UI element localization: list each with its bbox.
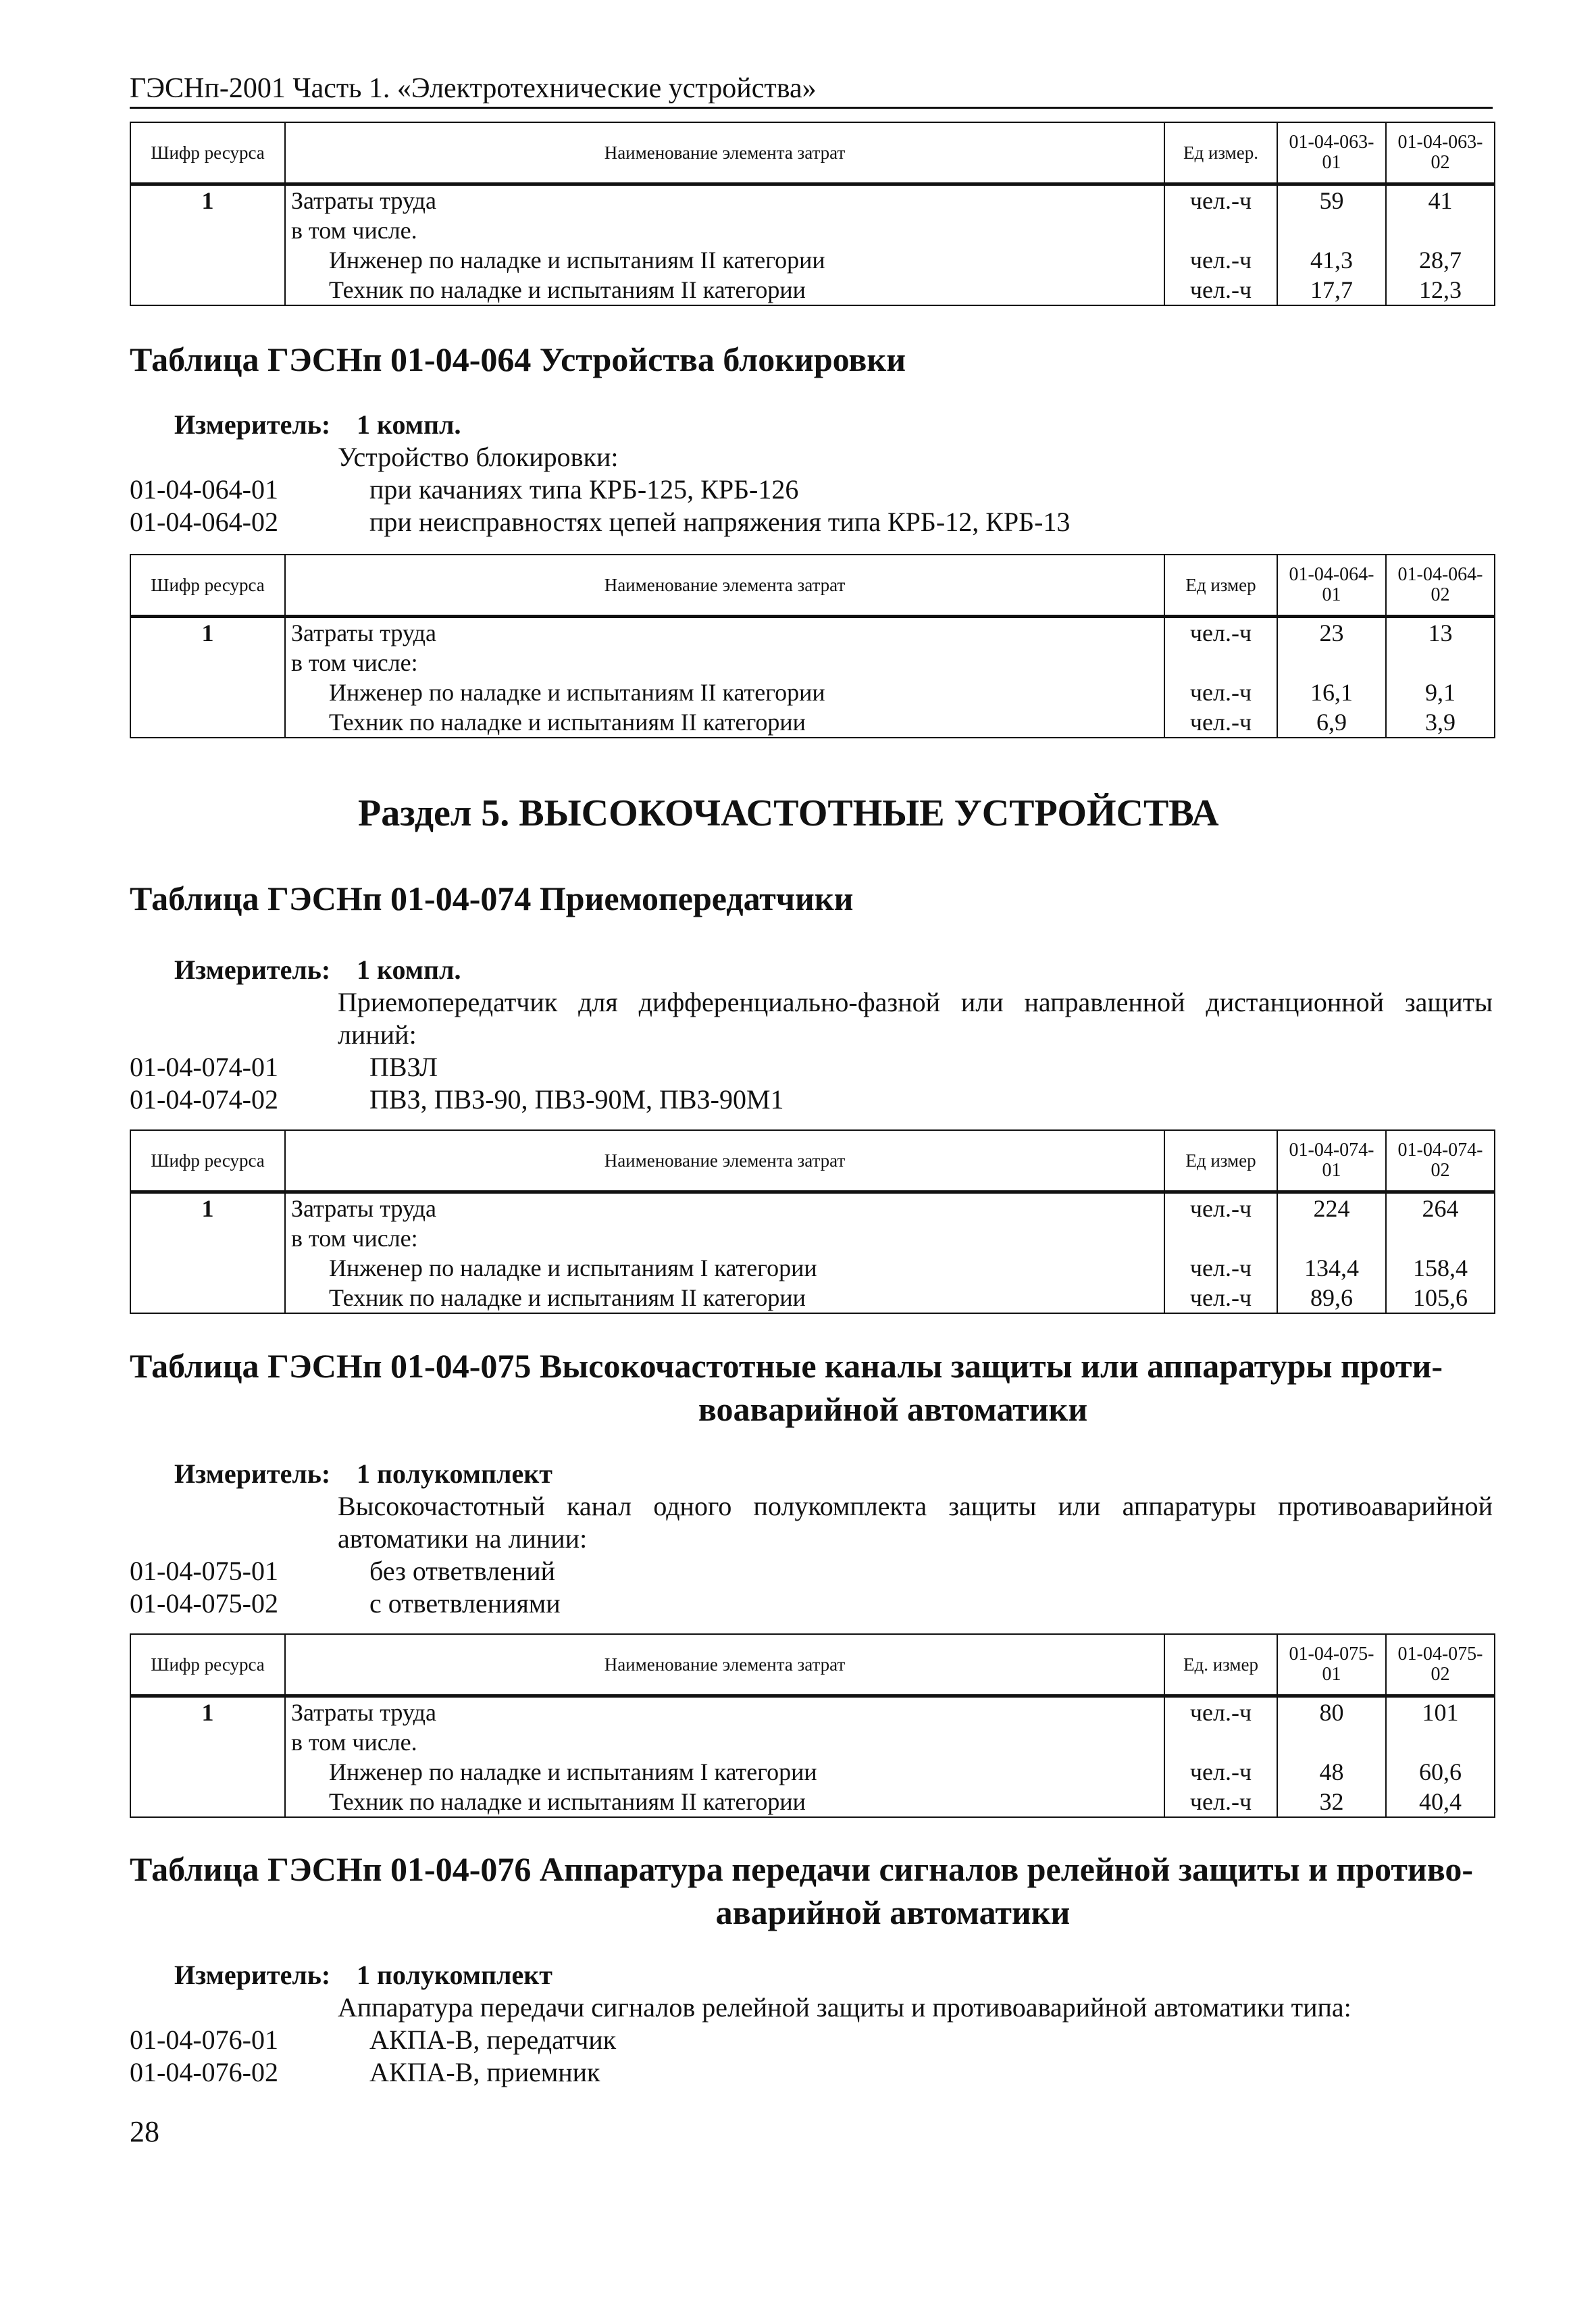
row-value-2: 264: [1422, 1195, 1459, 1222]
cell-code: 1: [130, 617, 285, 738]
item-code: 01-04-074-01: [130, 1052, 278, 1082]
cell-values-2: [1386, 617, 1495, 738]
meter-label: Измеритель:: [174, 955, 331, 985]
item-code: 01-04-064-02: [130, 507, 278, 537]
item-row: [130, 2024, 616, 2056]
row-unit: чел.-ч: [1189, 1699, 1252, 1726]
item-text: с ответвлениями: [369, 1588, 561, 1619]
row-name: Инженер по наладке и испытаниям II категории: [329, 679, 825, 706]
meter-075: [130, 1458, 552, 1490]
row-unit: [1170, 1223, 1271, 1253]
header-col-1: 01-04-075-01: [1277, 1634, 1386, 1696]
item-row: [130, 1051, 784, 1084]
row-value-1: 23: [1319, 619, 1344, 646]
meter-label: Измеритель:: [174, 1960, 331, 1990]
row-name: Затраты труда: [291, 1699, 436, 1726]
item-text: без ответвлений: [369, 1556, 555, 1586]
cell-values-1: [1277, 184, 1386, 306]
cost-table: [130, 1129, 1495, 1314]
header-unit: Ед измер: [1164, 555, 1277, 617]
item-text: при неисправностях цепей напряжения типа КРБ-12, КРБ-13: [369, 507, 1071, 537]
header-col-1: 01-04-063-01: [1277, 122, 1386, 184]
row-value-1: 89,6: [1310, 1284, 1353, 1311]
cell-names: [285, 617, 1164, 738]
items-075: [130, 1555, 561, 1620]
header-name: Наименование элемента затрат: [285, 1130, 1164, 1192]
item-code: 01-04-075-02: [130, 1588, 278, 1619]
row-value-1: 41,3: [1310, 247, 1353, 274]
cell-units: [1164, 1696, 1277, 1818]
row-name: Затраты труда: [291, 619, 436, 646]
meter-value: 1 компл.: [357, 955, 461, 985]
row-value-1: 32: [1319, 1788, 1344, 1815]
row-unit: чел.-ч: [1189, 1758, 1252, 1785]
table-row: [130, 617, 1495, 738]
header-name: Наименование элемента затрат: [285, 555, 1164, 617]
items-076: [130, 2024, 616, 2089]
header-name: Наименование элемента затрат: [285, 1634, 1164, 1696]
table-row: [130, 1192, 1495, 1314]
meter-076: [130, 1959, 552, 1991]
row-value-2: 60,6: [1419, 1758, 1462, 1785]
row-unit: чел.-ч: [1189, 1254, 1252, 1281]
meter-label: Измеритель:: [174, 1458, 331, 1489]
row-value-1: 224: [1313, 1195, 1350, 1222]
header-col-1: 01-04-074-01: [1277, 1130, 1386, 1192]
table-064: [130, 554, 1494, 738]
table-074-title: Таблица ГЭСНп 01-04-074 Приемопередатчики: [130, 880, 854, 917]
row-name: Инженер по наладке и испытаниям I категории: [329, 1254, 817, 1281]
table-076-title: [130, 1848, 1494, 1934]
row-value-2: 12,3: [1419, 276, 1462, 303]
row-unit: чел.-ч: [1189, 276, 1252, 303]
row-value-2: 101: [1422, 1699, 1459, 1726]
cell-units: [1164, 184, 1277, 306]
header-col-2: 01-04-075-02: [1386, 1634, 1495, 1696]
item-code: 01-04-074-02: [130, 1084, 278, 1115]
table-row: [130, 184, 1495, 306]
cell-values-2: [1386, 1696, 1495, 1818]
cost-table: [130, 554, 1495, 738]
header-col-2: 01-04-064-02: [1386, 555, 1495, 617]
cell-values-2: [1386, 184, 1495, 306]
item-text: ПВЗЛ: [369, 1052, 438, 1082]
cell-units: [1164, 1192, 1277, 1314]
row-value-2: 158,4: [1413, 1254, 1468, 1281]
row-value-1: 59: [1319, 187, 1344, 214]
header-code: Шифр ресурса: [130, 1130, 285, 1192]
row-unit: [1170, 215, 1271, 245]
desc-074: Приемопередатчик для дифференциально-фазной или направленной дистанционной защиты линий:: [338, 987, 1493, 1050]
header-unit: Ед измер.: [1164, 122, 1277, 184]
header-col-1: 01-04-064-01: [1277, 555, 1386, 617]
row-name: Затраты труда: [291, 187, 436, 214]
row-value-2: [1392, 1727, 1489, 1757]
item-row: [130, 1084, 784, 1116]
item-code: 01-04-075-01: [130, 1556, 278, 1586]
table-074: [130, 1129, 1494, 1314]
cost-table: [130, 1633, 1495, 1818]
row-name: Затраты труда: [291, 1195, 436, 1222]
item-code: 01-04-076-02: [130, 2057, 278, 2087]
row-value-1: [1283, 1223, 1380, 1253]
row-value-1: [1283, 648, 1380, 678]
row-unit: [1170, 1727, 1271, 1757]
row-value-2: 3,9: [1425, 709, 1456, 736]
row-value-2: [1392, 1223, 1489, 1253]
items-064: [130, 474, 1070, 538]
cell-values-1: [1277, 617, 1386, 738]
row-value-1: 17,7: [1310, 276, 1353, 303]
cell-code: 1: [130, 1192, 285, 1314]
header-col-2: 01-04-074-02: [1386, 1130, 1495, 1192]
section-title: Раздел 5. ВЫСОКОЧАСТОТНЫЕ УСТРОЙСТВА: [358, 792, 1219, 834]
desc-064: Устройство блокировки:: [338, 442, 619, 472]
row-value-1: 48: [1319, 1758, 1344, 1785]
row-value-2: 105,6: [1413, 1284, 1468, 1311]
meter-074: [130, 954, 461, 986]
row-value-1: 6,9: [1316, 709, 1347, 736]
table-075: [130, 1633, 1494, 1818]
row-unit: чел.-ч: [1189, 1284, 1252, 1311]
item-code: 01-04-064-01: [130, 474, 278, 505]
header-code: Шифр ресурса: [130, 555, 285, 617]
row-name: Техник по наладке и испытаниям II категории: [329, 709, 806, 736]
row-unit: чел.-ч: [1189, 679, 1252, 706]
meter-value: 1 полукомплект: [357, 1960, 552, 1990]
cell-names: [285, 1696, 1164, 1818]
cell-names: [285, 1192, 1164, 1314]
row-unit: чел.-ч: [1189, 709, 1252, 736]
row-value-1: [1283, 1727, 1380, 1757]
title-line-2: аварийной автоматики: [715, 1893, 1071, 1931]
meter-value: 1 полукомплект: [357, 1458, 552, 1489]
row-value-2: 9,1: [1425, 679, 1456, 706]
table-header-row: [130, 1130, 1495, 1192]
item-text: при качаниях типа КРБ-125, КРБ-126: [369, 474, 799, 505]
row-name: в том числе:: [291, 1225, 418, 1252]
header-unit: Ед. измер: [1164, 1634, 1277, 1696]
header-unit: Ед измер: [1164, 1130, 1277, 1192]
item-row: [130, 1555, 561, 1587]
row-name: в том числе.: [291, 1729, 417, 1756]
row-name: Инженер по наладке и испытаниям I категории: [329, 1758, 817, 1785]
row-name: в том числе:: [291, 649, 418, 676]
item-text: ПВЗ, ПВЗ-90, ПВЗ-90М, ПВЗ-90М1: [369, 1084, 784, 1115]
cell-names: [285, 184, 1164, 306]
item-row: [130, 2056, 616, 2089]
row-unit: чел.-ч: [1189, 187, 1252, 214]
desc-076: Аппаратура передачи сигналов релейной защиты и противоаварийной автоматики типа:: [338, 1992, 1352, 2023]
cell-code: 1: [130, 1696, 285, 1818]
cell-values-1: [1277, 1192, 1386, 1314]
table-075-title: [130, 1344, 1494, 1431]
row-value-1: 134,4: [1304, 1254, 1359, 1281]
row-unit: чел.-ч: [1189, 619, 1252, 646]
row-value-2: [1392, 215, 1489, 245]
row-value-2: 13: [1428, 619, 1453, 646]
row-name: Техник по наладке и испытаниям II категории: [329, 1788, 806, 1815]
row-value-1: 16,1: [1310, 679, 1353, 706]
row-name: в том числе.: [291, 217, 417, 244]
table-063: [130, 122, 1494, 306]
header-name: Наименование элемента затрат: [285, 122, 1164, 184]
title-line-1: Таблица ГЭСНп 01-04-075 Высокочастотные каналы защиты или аппаратуры проти-: [130, 1347, 1443, 1385]
meter-label: Измеритель:: [174, 409, 331, 440]
items-074: [130, 1051, 784, 1116]
title-line-2: воаварийной автоматики: [698, 1390, 1088, 1428]
row-value-2: 41: [1428, 187, 1453, 214]
page-header: ГЭСНп-2001 Часть 1. «Электротехнические устройства»: [130, 72, 1493, 109]
cell-units: [1164, 617, 1277, 738]
meter-064: [130, 409, 461, 441]
page-number: 28: [130, 2115, 159, 2148]
table-header-row: [130, 122, 1495, 184]
cell-code: 1: [130, 184, 285, 306]
row-unit: чел.-ч: [1189, 1788, 1252, 1815]
cell-values-1: [1277, 1696, 1386, 1818]
row-name: Техник по наладке и испытаниям II категории: [329, 276, 806, 303]
row-value-1: [1283, 215, 1380, 245]
row-name: Инженер по наладке и испытаниям II категории: [329, 247, 825, 274]
row-unit: чел.-ч: [1189, 247, 1252, 274]
row-name: Техник по наладке и испытаниям II категории: [329, 1284, 806, 1311]
header-code: Шифр ресурса: [130, 1634, 285, 1696]
table-header-row: [130, 555, 1495, 617]
row-value-1: 80: [1319, 1699, 1344, 1726]
item-row: [130, 1587, 561, 1620]
meter-value: 1 компл.: [357, 409, 461, 440]
title-line-1: Таблица ГЭСНп 01-04-076 Аппаратура передачи сигналов релейной защиты и противо-: [130, 1850, 1474, 1888]
item-row: [130, 506, 1070, 538]
header-code: Шифр ресурса: [130, 122, 285, 184]
table-064-title: Таблица ГЭСНп 01-04-064 Устройства блокировки: [130, 340, 906, 378]
item-text: АКПА-В, передатчик: [369, 2025, 617, 2055]
row-value-2: [1392, 648, 1489, 678]
item-code: 01-04-076-01: [130, 2025, 278, 2055]
row-value-2: 28,7: [1419, 247, 1462, 274]
row-unit: [1170, 648, 1271, 678]
item-row: [130, 474, 1070, 506]
table-row: [130, 1696, 1495, 1818]
row-value-2: 40,4: [1419, 1788, 1462, 1815]
row-unit: чел.-ч: [1189, 1195, 1252, 1222]
header-col-2: 01-04-063-02: [1386, 122, 1495, 184]
table-header-row: [130, 1634, 1495, 1696]
cost-table: [130, 122, 1495, 306]
cell-values-2: [1386, 1192, 1495, 1314]
item-text: АКПА-В, приемник: [369, 2057, 600, 2087]
desc-075: Высокочастотный канал одного полукомплекта защиты или аппаратуры противоаварийной автоматики на линии:: [338, 1491, 1493, 1554]
